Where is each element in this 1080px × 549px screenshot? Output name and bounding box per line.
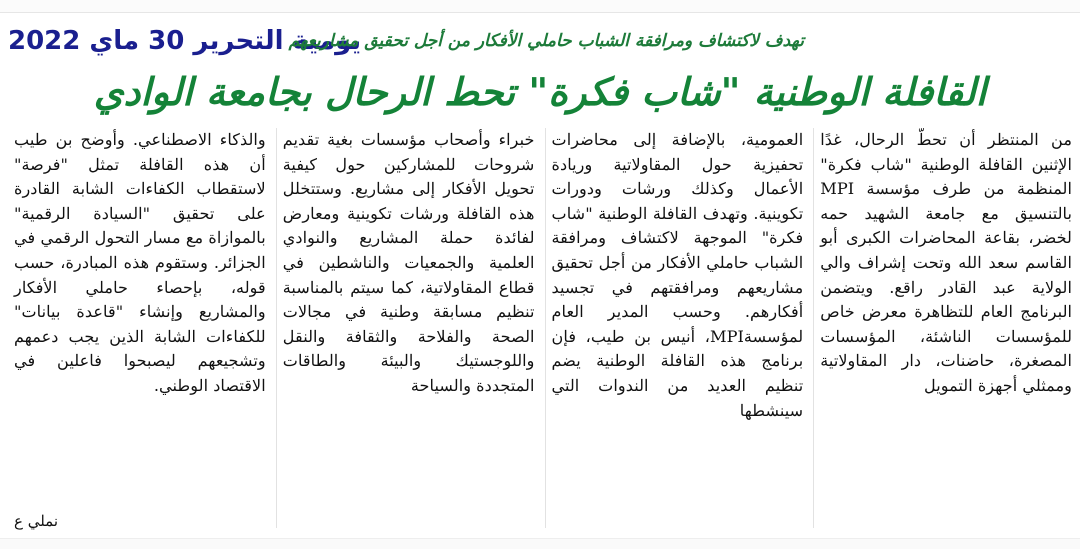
article-headline: القافلة الوطنية "شاب فكرة" تحط الرحال بجامعة الوادي <box>93 70 987 114</box>
article-subtitle: تهدف لاكتشاف ومرافقة الشباب حاملي الأفكار من أجل تحقيق مشاريعهم <box>288 31 804 51</box>
bottom-page-edge <box>0 538 1080 549</box>
newspaper-date-banner: يومية التحرير 30 ماي 2022 <box>8 26 362 56</box>
article-column-3: خبراء وأصحاب مؤسسات بغية تقديم شروحات للمشاركين حول كيفية تحويل الأفكار إلى مشاريع. وستتخلل هذه القافلة ورشات تكوينية ومعارض لفائدة حملة المشاريع والنوادي العلمية والجمعيات والناشطين في قطاع المقاولاتية، كما سيتم بالمناسبة تنظيم مسابقة وطنية في مجالات الصحة والفلاحة والثقافة والنقل واللوجستيك والبيئة والطاقات المتجددة والسياحة <box>276 128 535 528</box>
top-page-edge <box>0 0 1080 13</box>
article-body <box>8 128 1072 528</box>
article-column-2: العمومية، بالإضافة إلى محاضرات تحفيزية حول المقاولاتية وريادة الأعمال وكذلك ورشات ودورات تكوينية. وتهدف القافلة الوطنية "شاب فكرة" الموجهة لاكتشاف ومرافقة الشباب حاملي الأفكار من أجل تحقيق مشاريعهم ومرافقتهم في تجسيد أفكارهم. وحسب المدير العام لمؤسسةMPI، أنيس بن طيب، فإن برنامج هذه القافلة الوطنية يضم تنظيم العديد من الندوات التي سينشطها <box>545 128 804 528</box>
article-column-4: والذكاء الاصطناعي. وأوضح بن طيب أن هذه القافلة تمثل "فرصة" لاستقطاب الكفاءات الشابة القادرة على تحقيق "السيادة الرقمية" بالموازاة مع مسار التحول الرقمي في الجزائر. وستقوم هذه المبادرة، حسب قوله، بإحصاء حاملي الأفكار والمشاريع وإنشاء "قاعدة بيانات" للكفاءات الشابة الذين يجب دعمهم وتشجيعهم ليصبحوا فاعلين في الاقتصاد الوطني. <box>14 130 266 395</box>
author-signature: نملي ع <box>14 512 59 530</box>
article-column-1: من المنتظر أن تحطّ الرحال، غدًا الإثنين القافلة الوطنية "شاب فكرة" المنظمة من طرف مؤسسة MPI بالتنسيق مع جامعة الشهيد حمه لخضر، بقاعة المحاضرات الكبرى أبو القاسم سعد الله وتحت إشراف والي الولاية عبد القادر راقع. ويتضمن البرنامج العام للتظاهرة معرض خاص للمؤسسات الناشئة، المؤسسات المصغرة، حاضنات، دار المقاولاتية وممثلي أجهزة التمويل <box>813 128 1072 528</box>
